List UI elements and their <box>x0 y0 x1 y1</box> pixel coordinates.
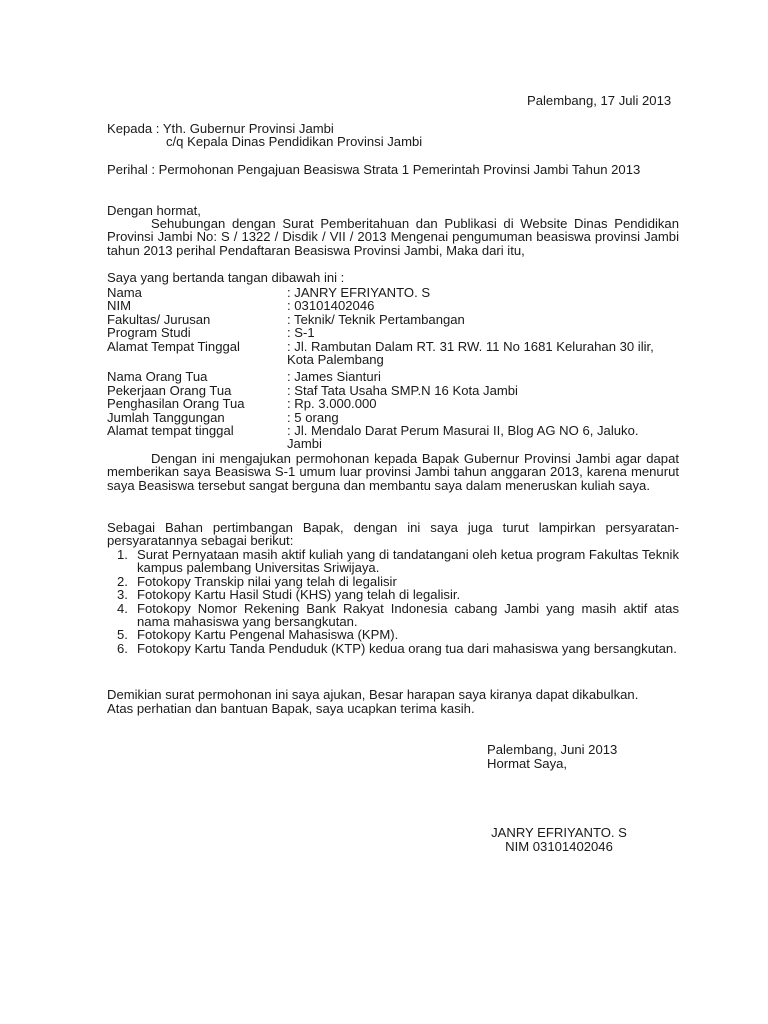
list-item-text: Fotokopy Kartu Hasil Studi (KHS) yang telah di legalisir. <box>137 587 461 603</box>
field-row <box>107 411 679 424</box>
signature-salutation: Hormat Saya, <box>487 756 568 771</box>
list-item-number: 6. <box>117 640 128 656</box>
signature-name: JANRY EFRIYANTO. S <box>491 825 627 840</box>
subject-line: Perihal : Permohonan Pengajuan Beasiswa Strata 1 Pemerintah Provinsi Jambi Tahun 2013 <box>107 162 641 177</box>
field-label: Fakultas/ Jurusan <box>107 311 211 327</box>
recipient-line-2: c/q Kepala Dinas Pendidikan Provinsi Jambi <box>166 134 423 149</box>
list-item-text: Fotokopy Kartu Tanda Penduduk (KTP) kedua orang tua dari mahasiswa yang bersangkutan. <box>137 640 677 656</box>
field-value: : 5 orang <box>287 409 339 425</box>
list-item-text: Surat Pernyataan masih aktif kuliah yang di tandatangani oleh ketua program Fakultas Teknik kampus palembang Universitas Sriwijaya. <box>137 547 679 576</box>
field-value: : James Sianturi <box>287 369 381 385</box>
list-item <box>107 602 679 629</box>
closing-line-2: Atas perhatian dan bantuan Bapak, saya ucapkan terima kasih. <box>107 701 475 716</box>
field-value: : Jl. Rambutan Dalam RT. 31 RW. 11 No 1681 Kelurahan 30 ilir, <box>287 338 654 354</box>
field-row <box>107 299 679 312</box>
list-item-text: Fotokopy Transkip nilai yang telah di legalisir <box>137 573 397 589</box>
attachments-intro: Sebagai Bahan pertimbangan Bapak, dengan ini saya juga turut lampirkan persyaratan-persyaratannya sebagai berikut: <box>107 520 679 549</box>
field-value: : JANRY EFRIYANTO. S <box>287 285 431 300</box>
field-row <box>107 370 679 383</box>
field-value: : S-1 <box>287 325 315 341</box>
list-item <box>107 588 679 601</box>
field-value: : Teknik/ Teknik Pertambangan <box>287 311 465 327</box>
field-row <box>107 424 679 451</box>
list-item-text: Fotokopy Nomor Rekening Bank Rakyat Indonesia cabang Jambi yang masih aktif atas nama mahasiswa yang bersangkutan. <box>137 600 679 630</box>
field-value: : Jl. Mendalo Darat Perum Masurai II, Blog AG NO 6, Jaluko. <box>287 422 639 438</box>
field-label: Nama <box>107 285 142 300</box>
field-row <box>107 397 679 410</box>
list-item-text: Fotokopy Kartu Pengenal Mahasiswa (KPM). <box>137 627 399 643</box>
signer-intro: Saya yang bertanda tangan dibawah ini : <box>107 270 345 285</box>
field-label: NIM <box>107 298 132 314</box>
greeting: Dengan hormat, <box>107 203 201 218</box>
list-item-number: 2. <box>117 573 128 589</box>
field-row <box>107 384 679 397</box>
list-item <box>107 642 679 655</box>
intro-paragraph: Sehubungan dengan Surat Pemberitahuan dan Publikasi di Website Dinas Pendidikan Provinsi Jambi No: S / 1322 / Disdik / VII / 2013 Mengenai pengumuman beasiswa provinsi Jambi tahun 2013 perihal Pendaftaran Beasiswa Provinsi Jambi, Maka dari itu, <box>107 216 679 258</box>
field-label: Penghasilan Orang Tua <box>107 396 245 412</box>
field-label: Program Studi <box>107 325 191 341</box>
request-paragraph: Dengan ini mengajukan permohonan kepada Bapak Gubernur Provinsi Jambi agar dapat memberikan saya Beasiswa S-1 umum luar provinsi Jambi tahun anggaran 2013, karena menurut saya Beasiswa tersebut sangat berguna dan membantu saya dalam meneruskan kuliah saya. <box>107 451 679 493</box>
field-label: Alamat Tempat Tinggal <box>107 338 240 354</box>
list-item <box>107 628 679 641</box>
field-label: Nama Orang Tua <box>107 369 208 385</box>
field-value-continued: Kota Palembang <box>287 351 384 367</box>
field-row <box>107 340 679 367</box>
recipient-line-1: Kepada : Yth. Gubernur Provinsi Jambi <box>107 121 334 136</box>
list-item-number: 3. <box>117 587 128 603</box>
attachments-list <box>107 548 679 655</box>
field-row <box>107 313 679 326</box>
applicant-fields <box>107 286 679 451</box>
field-value: : 03101402046 <box>287 298 375 314</box>
list-item <box>107 548 679 575</box>
list-item-number: 5. <box>117 627 128 643</box>
list-item-number: 4. <box>117 600 128 616</box>
signature-nim: NIM 03101402046 <box>505 839 613 854</box>
field-value-continued: Jambi <box>287 436 322 452</box>
field-value: : Rp. 3.000.000 <box>287 396 377 412</box>
field-row <box>107 326 679 339</box>
field-label: Pekerjaan Orang Tua <box>107 382 232 398</box>
field-value: : Staf Tata Usaha SMP.N 16 Kota Jambi <box>287 382 518 398</box>
field-label: Jumlah Tanggungan <box>107 409 225 425</box>
signature-place-date: Palembang, Juni 2013 <box>487 742 618 757</box>
list-item <box>107 575 679 588</box>
field-row <box>107 286 679 299</box>
closing-line-1: Demikian surat permohonan ini saya ajukan, Besar harapan saya kiranya dapat dikabulkan. <box>107 687 639 702</box>
list-item-number: 1. <box>117 547 128 562</box>
date-line: Palembang, 17 Juli 2013 <box>527 93 672 108</box>
field-label: Alamat tempat tinggal <box>107 422 234 438</box>
